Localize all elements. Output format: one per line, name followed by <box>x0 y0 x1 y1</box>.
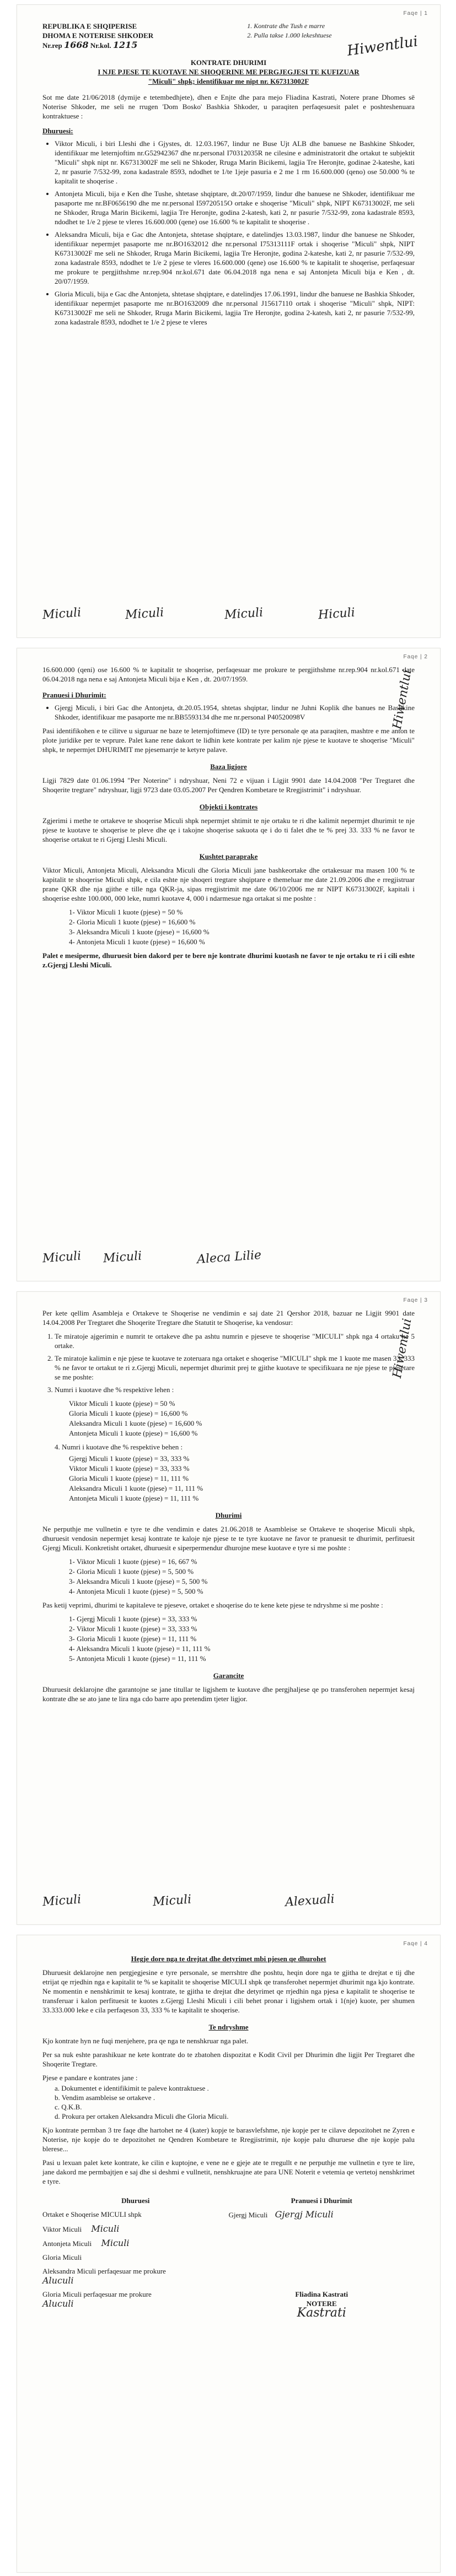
page-number: Faqe | 2 <box>403 654 428 660</box>
chamber-label: DHOMA E NOTERISE SHKODER <box>42 31 154 40</box>
donor-name: Gloria Miculi <box>42 2253 82 2261</box>
header-note-2: 2. Pulla takse 1.000 lekeshtuese <box>247 31 332 39</box>
notary-title: NOTERE <box>306 2299 337 2308</box>
guarantees-heading: Garancite <box>213 1671 244 1680</box>
donors-list <box>42 139 415 327</box>
share-row: Gloria Miculi 1 kuote (pjese) = 11, 111 % <box>69 1474 189 1482</box>
annex-item: b. Vendim asambleise se ortakeve . <box>55 2093 155 2102</box>
rep-label: Nr.rep <box>42 41 62 50</box>
donor-item: • Viktor Miculi, i biri Lleshi dhe i Gjystes, dt. 12.03.1967, lindur ne Buse Ujt ALB dhe banuese ne Bashkine Shkoder, identifikuar me leternjoftim nr.G52942367 dhe nr.personal I70312035R ne cilesine e administratorit dhe ortakut te subjektit "Miculi" shpk nipt nr. K67313002F me seli ne Shkoder, Rruga Marin Bicikemi, lagjia Tre Heronjte, godinae 2-kateshe, kati 2, nr pasurie 7/532-99, zona kadastrale 8593, ndodhet te 1/te 1jeje pasuria e 2 me 1 rm 16.600.000 (qeno) ose 50.000 % te kapitalit te shoqerise . <box>55 139 415 186</box>
handwritten-signature: Alexuali <box>285 1892 335 1910</box>
receiver-heading: Pranuesi i Dhurimit: <box>42 691 106 699</box>
handwritten-signature: Miculi <box>152 1892 192 1909</box>
notary-name: Fliadina Kastrati <box>295 2290 348 2298</box>
conditions-text: Viktor Miculi, Antonjeta Miculi, Aleksandra Miculi dhe Gloria Miculi jane bashkeortake dhe ortakesuar ma masen 100 % te kapitalit te shoqerise Miculi shpk, e cila eshte nje shoqeri tregtare shqiptare e themeluar me date 21.09.2006 dhe e rregjistruar prane QKR dhe nja gjithe e tille nga QKR-ja, sipas rregjistrimit me date 06/10/2006 me nr NIPT K67313002F, kapitali i shoqerise eshte 100.000, 000 leke, numri kuotave 4, 000 i ndarmesue nga ortakat si me poshte : <box>42 866 415 902</box>
annex-item: c. Q.K.B. <box>55 2103 82 2111</box>
decision-item: 3. Numri i kuotave dhe % respektive lehen : <box>55 1385 415 1394</box>
guarantees-text: Dhuruesit deklarojne dhe garantojne se jane titullar te ligjshem te kuotave dhe pergjhaljese qe po transferohen nepermjet kesaj kontrate dhe se ato jane te lira nga cdo barre apo pretendim tjeter ligjor. <box>42 1685 415 1703</box>
notary-initials-stamp: Hiwentlui <box>390 1317 415 1379</box>
decision-item: 2. Te miratoje kalimin e nje pjese te kuotave te zoteruara nga ortaket e shoqerise "MICULI" shpk me 1 kuote me masen 33. 333 % ne favor te ortakut te ri z.Gjergj Miculi, nepermjet dhurimit prej te gjithe kuotave te specifikuara ne nje pjese te pjesetare se me poshte: <box>55 1354 415 1382</box>
receiver-name: Gjergj Miculi <box>228 2211 268 2219</box>
page-3-signatures <box>42 1877 415 1910</box>
page-2-signatures <box>42 1233 415 1267</box>
share-row: 2- Gloria Miculi 1 kuote (pjese) = 5, 500 % <box>69 1567 194 1576</box>
page-number: Faqe | 1 <box>403 10 428 17</box>
annex-intro: Pjese e pandare e kontrates jane : <box>42 2074 138 2082</box>
after-donation-text: Pas ketij veprimi, dhurimi te kapitaleve te pjeseve, ortaket e shoqerise do te kene kete pjese te ndryshme si me poshte : <box>42 1601 383 1609</box>
republic-label: REPUBLIKA E SHQIPERISE <box>42 22 137 30</box>
intro-paragraph: Sot me date 21/06/2018 (dymije e tetembedhjete), dhen e Enjte dhe para mejo Fliadina Kastrati, Notere prane Dhomes së Noterise Shkoder, me seli ne rrugen 'Dom Bosko' Bashkia Shkoder, u paraqiten perfaqesuesit palet e poshteshenuara kontraktuese : <box>42 93 415 120</box>
handwritten-signature: Miculi <box>101 2238 130 2248</box>
handwritten-signature: Miculi <box>42 605 82 623</box>
page-1-content <box>42 21 415 331</box>
share-row: Aleksandra Miculi 1 kuote (pjese) = 11, 111 % <box>69 1484 203 1492</box>
handwritten-signature: Aluculi <box>42 2298 74 2309</box>
share-row: 1- Viktor Miculi 1 kuote (pjese) = 50 % <box>69 908 183 916</box>
proxy-line: Gloria Miculi perfaqesuar me prokure <box>42 2290 152 2298</box>
share-row: 4- Antonjeta Miculi 1 kuote (pjese) = 16,600 % <box>69 938 205 946</box>
handwritten-signature: Miculi <box>125 605 164 623</box>
page-4-content <box>42 1952 415 2320</box>
final-shares-list <box>69 1614 415 1663</box>
handwritten-signature: Gjergj Miculi <box>275 2209 334 2220</box>
document-page-3 <box>17 1291 441 1925</box>
receiver-item: • Gjergj Miculi, i biri Gac dhe Antonjeta, dt.20.05.1954, shtetas shqiptar, lindur ne Juhni Koplik dhe banues ne Bashkine Shkoder, identifikuar me pasaporte me nr.BB5593134 dhe me nr.personal P40520098V <box>55 703 415 722</box>
waiver-heading: Hegje dore nga te drejtat dhe detyrimet mbi pjesen qe dhurohet <box>131 1955 326 1963</box>
waiver-text: Dhuruesit deklarojne nen pergjegjesine e tyre personale, se merrshtre dhe poshtu, heqin dore nga te gjitha te drejtat e tij dhe etrijat qe rrjedhin nga e kapitalit te % se kapitalit te shoqerise MICULI shpk qe transferohet nepermjet dhurimit nga kjo kontrate. Ne momentin e nenshkrimit te kesaj kontrate, te gjitha te drejtat dhe detyrimet qe rrjedhin nga pjesa e kapitalit te shoqerise te transferuar i kalon perfituesit te kuotes z.Gjergj Lleshi Miculi i cili behet pronar i ligjshem ortak i 1(nje) kuote, per shumen 33.333.000 leke e cila perfaqeson 33, 333 % te kapitalit te shoqerise. <box>42 1968 415 2014</box>
handwritten-signature: Aluculi <box>42 2275 74 2286</box>
annex-item: d. Prokura per ortaken Aleksandra Miculi dhe Gloria Miculi. <box>55 2112 229 2120</box>
legal-basis-heading: Baza ligjore <box>210 762 247 771</box>
document-page-4 <box>17 1935 441 2573</box>
notary-initials-stamp: Hiwentlui <box>390 668 415 730</box>
handwritten-signature: Miculi <box>42 1892 82 1909</box>
header-note-1: 1. Kontrate dhe Tush e marre <box>247 22 325 30</box>
donation-heading: Dhurimi <box>215 1511 242 1519</box>
decision-item: 1. Te miratoje ajgerimin e numrit te ortakeve dhe pa ashtu numrin e pjeseve te shoqerise "MICULI" shpk nga 4 ortaku ne 5 ortake. <box>55 1332 415 1350</box>
handwritten-signature: Miculi <box>42 1249 82 1266</box>
handwritten-signature: Miculi <box>224 605 264 623</box>
misc-heading: Te ndryshme <box>208 2023 249 2031</box>
share-row: 3- Aleksandra Miculi 1 kuote (pjese) = 16,600 % <box>69 928 210 936</box>
share-row: 5- Antonjeta Miculi 1 kuote (pjese) = 11, 111 % <box>69 1654 206 1663</box>
annex-item: a. Dokumentet e identifikimit te paleve kontraktuese . <box>55 2084 209 2092</box>
page-number: Faqe | 4 <box>403 1941 428 1947</box>
donor-name: Viktor Miculi <box>42 2225 82 2233</box>
notary-initials-stamp: Hiwentlui <box>346 33 419 59</box>
receiver-list <box>42 703 415 722</box>
conditions-heading: Kushtet paraprake <box>199 852 258 861</box>
handwritten-signature: Aleca Lilie <box>196 1248 262 1267</box>
contract-subtitle: I NJE PJESE TE KUOTAVE NE SHOQERINE ME PERGJEGJESI TE KUFIZUAR <box>98 68 360 76</box>
document-page-2 <box>17 648 441 1281</box>
legal-basis-text: Ligji 7829 date 01.06.1994 "Per Noterine" i ndryshuar, Neni 72 e vijuan i Ligjit 9901 date 14.04.2008 "Per Tregtaret dhe Shoqerite tregtare" ndryshuar, ligji 9723 date 03.05.2007 Per Qendren Kombetare te Rregjistrimit" i ndryshuar. <box>42 776 415 794</box>
handwritten-signature: Miculi <box>91 2223 120 2234</box>
share-row: 1- Viktor Miculi 1 kuote (pjese) = 16, 667 % <box>69 1557 197 1566</box>
agreement-paragraph: Palet e mesiperme, dhuruesit bien dakord per te bere nje kontrate dhurimi kuotash ne favor te nje ortaku te ri i cili eshte z.Gjergj Lleshi Miculi. <box>42 951 415 969</box>
kol-number: 1215 <box>112 40 138 50</box>
notary-signature: Kastrati <box>297 2306 346 2320</box>
rep-number: 1668 <box>64 40 89 50</box>
proxy-line: Aleksandra Miculi perfaqesuar me prokure <box>42 2267 166 2275</box>
shares-before-list <box>69 1399 415 1438</box>
effect-text: Kjo kontrate hyn ne fuqi menjehere, pra qe nga te nenshkruar nga palet. <box>42 2037 249 2045</box>
share-row: 4- Aleksandra Miculi 1 kuote (pjese) = 11, 111 % <box>69 1644 211 1653</box>
decision-item-4: 4. Numri i kuotave dhe % respektive behen : <box>55 1443 183 1451</box>
share-row: Gjergj Miculi 1 kuote (pjese) = 33, 333 % <box>69 1454 190 1463</box>
page-2-content <box>42 665 415 974</box>
donor-item: • Antonjeta Miculi, bija e Ken dhe Tushe, shtetase shqiptare, dt.20/07/1959, lindur dhe banuese ne Shkoder, identifikuar me pasaporte me nr.BF0656190 dhe me nr.personal I59720515O ortake e shoqerise "Miculi" shpk, NIPT K67313002F, me seli ne Shkoder, Rruga Marin Bicikemi, lagjia Tre Heronjte, godina 2-katesh, kati 2, nr pasurie 7/532-99, zona kadastrale 8593, ndodhet te 1/e 2 pjese te vleres 16.600.000 (qene) ose 16.600 % te kapitalit te shoqerise . <box>55 189 415 226</box>
annex-list <box>55 2083 415 2121</box>
civil-code-text: Per sa nuk eshte parashikuar ne kete kontrate do te zbatohen dispozitat e Kodit Civil per Dhurimin dhe ligjit Per Tregtaret dhe Shoqerite Tregtare. <box>42 2050 415 2068</box>
document-header <box>42 21 415 50</box>
share-row: Aleksandra Miculi 1 kuote (pjese) = 16,600 % <box>69 1419 202 1427</box>
contract-title: KONTRATE DHURIMI <box>190 58 267 67</box>
share-row: Gloria Miculi 1 kuote (pjese) = 16,600 % <box>69 1409 188 1417</box>
handwritten-signature: Miculi <box>103 1249 142 1266</box>
kol-label: Nr.kol. <box>90 41 111 50</box>
donor-name: Antonjeta Miculi <box>42 2239 92 2248</box>
donated-shares-list <box>69 1557 415 1596</box>
page-1-signatures <box>42 590 415 623</box>
page-number: Faqe | 3 <box>403 1297 428 1303</box>
share-row: 2- Gloria Miculi 1 kuote (pjese) = 16,600 % <box>69 918 196 926</box>
shares-after-list <box>69 1454 415 1503</box>
signature-block <box>42 2194 415 2320</box>
decisions-list <box>42 1332 415 1394</box>
copies-text: Kjo kontrate permban 3 tre faqe dhe hartohet ne 4 (kater) kopje te barasvlefshme, nje kopje per te cilave depozitohet ne Zyren e Noterise, nje kopje do te depozitohet ne Qendren Kombetare te Rregjistrimit, nje kopje palu dhuruese dhe nje kopje palu bleresе... <box>42 2126 415 2153</box>
contract-company-line: "Miculi" shpk; identifikuar me nipt nr. K67313002F <box>148 77 309 85</box>
document-page-1 <box>17 4 441 638</box>
share-row: 3- Gloria Miculi 1 kuote (pjese) = 11, 111 % <box>69 1635 197 1643</box>
donation-text: Ne perputhje me vullnetin e tyre te dhe vendimin e dates 21.06.2018 te Asambleise se Ortakeve te shoqerise Miculi shpk, dhuruesit vendosin nepermjet kesaj kontrate te kaloje nje pjese te te tyre kuotave ne favor te pranuesit te dhurimit, perfituesit Gjergj Miculi. Konkretisht ortaket, dhuruesit e siperpermendur dhurojne mese kuotave e tyre si me poshte : <box>42 1525 415 1552</box>
share-row: 3- Aleksandra Miculi 1 kuote (pjese) = 5, 500 % <box>69 1577 208 1585</box>
share-row: 2- Viktor Miculi 1 kuote (pjese) = 33, 333 % <box>69 1625 197 1633</box>
identification-paragraph: Pasi identifikohen e te cilitve u siguruar ne baze te leternjoftimeve (ID) te tyre personale qe ata paraqiten, mashtre e me anton te plote juridike per te veprure. Palet kane rene dakort te lidhin kete kontrate per kalim nje pjese te kuotave te shoqerise "Miculi" shpk, te nepermjet DHURIMIT me pjesemarrje te ketyre palave. <box>42 727 415 754</box>
object-heading: Objekti i kontrates <box>199 803 258 811</box>
share-row: Viktor Miculi 1 kuote (pjese) = 33, 333 % <box>69 1464 190 1473</box>
reading-text: Pasi u lexuan palet kete kontrate, ke cilin e kuptojne, e vene ne e gjeje ate te rregullt e ne perputhje me vullnetin e tyre te lire, jane dakord me permbajtjen e saj dhe si deshmi e vullnetit, nenshkruajne ate para UNE Noterit e vetemia qe vertetoj nenshkrimet e tyre. <box>42 2158 415 2185</box>
page-3-content <box>42 1308 415 1708</box>
shares-list <box>69 907 415 946</box>
share-row: Antonjeta Miculi 1 kuote (pjese) = 11, 111 % <box>69 1494 199 1502</box>
receiver-signature-heading: Pranuesi i Dhurimit <box>291 2196 352 2205</box>
donors-company-line: Ortaket e Shoqerise MICULI shpk <box>42 2210 142 2218</box>
donors-signature-heading: Dhuruesi <box>121 2196 150 2205</box>
object-text: Zgjerimi i methe te ortakeve te shoqerise Miculi shpk nepermjet shtimit te nje ortaku te ri dhe kalimit nepermjet dhurimit te nje pjese te kuotave te shoqerise te pleve dhe qe i takojne shoqerise sakuota qe i do ti falet dhe te % prej 33. 333 % ne favor te shoqerise ortakut te ri Gjergj Lleshi Miculi. <box>42 816 415 843</box>
share-row: Antonjeta Miculi 1 kuote (pjese) = 16,600 % <box>69 1429 198 1437</box>
assembly-intro: Per kete qellim Asambleja e Ortakeve te Shoqerise ne vendimin e saj date 21 Qershor 2018, bazuar ne Ligjit 9901 date 14.04.2008 Per Tregtaret dhe Shoqerite Tregtare dhe Statutit te Shoqerise, ka vendosur: <box>42 1309 415 1327</box>
continued-paragraph: 16.600.000 (qeni) ose 16.600 % te kapitalit te shoqerise, perfaqesuar me prokure te pergjithshme nr.rep.904 nr.kol.671 date 06.04.2018 nga nena e saj Antonjeta Miculi bija e Ken , dt. 20/07/1959. <box>42 665 415 683</box>
handwritten-signature: Hiculi <box>318 605 356 623</box>
share-row: Viktor Miculi 1 kuote (pjese) = 50 % <box>69 1399 175 1408</box>
share-row: 1- Gjergj Miculi 1 kuote (pjese) = 33, 333 % <box>69 1615 197 1623</box>
donor-item: • Aleksandra Miculi, bija e Gac dhe Antonjeta, shtetase shqiptare, e datelindjes 13.03.1987, lindur dhe banuese ne Shkoder, identifikuar nepermjet pasaporte me nr.BO1632012 dhe nr.personal I75313111F ortak i shoqerise "Miculi" shpk, NIPT K67313002F me seli ne Shkoder, Rruga Marin Bicikemi, lagjia Tre Heronjte, godina 2-kateshe, kati 2, nr pasurie 7/532-99, zona kadastrale 8593, ndodhet te 1/e 2 pjese te vleres 16.600.000 (qene) ose 16.600 % te kapitalit te shoqerise, perfaqesuar me prokure te pergjithshme nr.rep.904 nr.kol.671 date 06.04.2018 nga nena e saj Antonjeta Miculi bija e Ken , dt. 20/07/1959. <box>55 230 415 286</box>
donors-heading: Dhuruesi: <box>42 127 73 135</box>
donor-item: • Gloria Miculi, bija e Gac dhe Antonjeta, shtetase shqiptare, e datelindjes 17.06.1991, lindur dhe banuese ne Bashkia Shkoder, identifikuar nepermjet pasaporte me nr.BO1632009 dhe nr.personal J15617110 ortak i shoqerise "Miculi" shpk, NIPT: K67313002F me seli ne Shkoder, Rruga Marin Bicikemi, lagjia Tre Heronjte, godina 2-katesh, kati 2, nr pasurie 7/532-99, zona kadastrale 8593, ndodhet te 1/e 2 pjese te vleres <box>55 289 415 327</box>
share-row: 4- Antonjeta Miculi 1 kuote (pjese) = 5, 500 % <box>69 1587 203 1595</box>
